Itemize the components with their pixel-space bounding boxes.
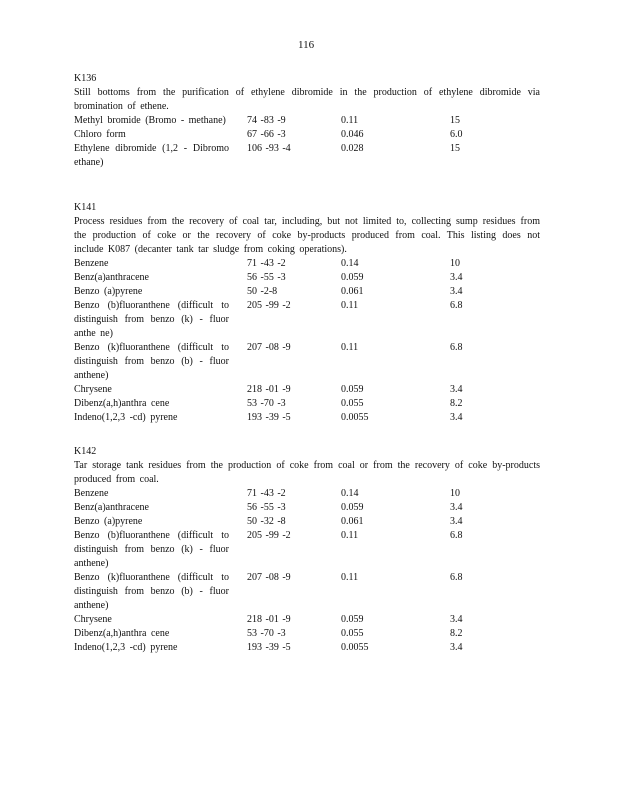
cas-number: 71 -43 -2 (247, 258, 286, 269)
cas-number: 53 -70 -3 (247, 628, 286, 639)
waste-code: K141 (74, 202, 97, 213)
table-row (74, 397, 540, 411)
standard-value: 15 (450, 143, 460, 154)
table-row (74, 613, 540, 627)
constituents-table (74, 487, 540, 655)
standard-value: 3.4 (450, 642, 463, 653)
standard-value: 3.4 (450, 272, 463, 283)
standard-value: 6.0 (450, 129, 463, 140)
waste-code: K142 (74, 446, 97, 457)
cas-number: 71 -43 -2 (247, 488, 286, 499)
concentration-value: 0.059 (341, 502, 364, 513)
standard-value: 3.4 (450, 384, 463, 395)
waste-section-k142 (74, 445, 540, 655)
concentration-value: 0.061 (341, 286, 364, 297)
standard-value: 10 (450, 258, 460, 269)
constituent-name: Benz(a)anthracene (74, 272, 149, 283)
waste-code: K136 (74, 73, 97, 84)
standard-value: 10 (450, 488, 460, 499)
table-row (74, 114, 540, 128)
waste-description: Tar storage tank residues from the production of coke from coal or from the recovery of coke by-products produced from coal. (74, 460, 540, 485)
cas-number: 50 -32 -8 (247, 516, 286, 527)
cas-number: 218 -01 -9 (247, 384, 291, 395)
constituent-name: Benzene (74, 488, 109, 499)
cas-number: 56 -55 -3 (247, 502, 286, 513)
cas-number: 218 -01 -9 (247, 614, 291, 625)
concentration-value: 0.059 (341, 614, 364, 625)
concentration-value: 0.055 (341, 398, 364, 409)
constituent-name: Dibenz(a,h)anthra cene (74, 398, 170, 409)
cas-number: 193 -39 -5 (247, 412, 291, 423)
cas-number: 67 -66 -3 (247, 129, 286, 140)
standard-value: 15 (450, 115, 460, 126)
constituent-name: Benzo (b)fluoranthene (difficult to distinguish from benzo (k) - fluor anthe ne) (74, 300, 229, 339)
concentration-value: 0.059 (341, 272, 364, 283)
constituent-name: Benzo (b)fluoranthene (difficult to distinguish from benzo (k) - fluor anthene) (74, 530, 229, 569)
table-row (74, 299, 540, 341)
concentration-value: 0.14 (341, 488, 359, 499)
standard-value: 6.8 (450, 530, 463, 541)
cas-number: 56 -55 -3 (247, 272, 286, 283)
table-row (74, 487, 540, 501)
standard-value: 8.2 (450, 398, 463, 409)
table-row (74, 515, 540, 529)
waste-description: Still bottoms from the purification of ethylene dibromide in the production of ethylene dibromide via bromination of ethene. (74, 87, 540, 112)
standard-value: 6.8 (450, 300, 463, 311)
constituents-table (74, 114, 540, 170)
constituent-name: Indeno(1,2,3 -cd) pyrene (74, 412, 178, 423)
constituent-name: Benzo (a)pyrene (74, 286, 143, 297)
cas-number: 205 -99 -2 (247, 300, 291, 311)
table-row (74, 627, 540, 641)
table-row (74, 571, 540, 613)
cas-number: 53 -70 -3 (247, 398, 286, 409)
table-row (74, 641, 540, 655)
table-row (74, 383, 540, 397)
cas-number: 207 -08 -9 (247, 342, 291, 353)
table-row (74, 285, 540, 299)
constituent-name: Benzo (a)pyrene (74, 516, 143, 527)
concentration-value: 0.059 (341, 384, 364, 395)
cas-number: 106 -93 -4 (247, 143, 291, 154)
standard-value: 6.8 (450, 572, 463, 583)
cas-number: 207 -08 -9 (247, 572, 291, 583)
table-row (74, 341, 540, 383)
concentration-value: 0.061 (341, 516, 364, 527)
waste-section-k141 (74, 201, 540, 425)
concentration-value: 0.046 (341, 129, 364, 140)
table-row (74, 411, 540, 425)
constituent-name: Dibenz(a,h)anthra cene (74, 628, 170, 639)
concentration-value: 0.14 (341, 258, 359, 269)
standard-value: 6.8 (450, 342, 463, 353)
cas-number: 193 -39 -5 (247, 642, 291, 653)
constituents-table (74, 257, 540, 425)
waste-description: Process residues from the recovery of coal tar, including, but not limited to, collecting sump residues from the production of coke or the recovery of coke by-products produced from coal. This listing does not include K087 (decanter tank tar sludge from coking operations). (74, 216, 540, 255)
constituent-name: Benzo (k)fluoranthene (difficult to distinguish from benzo (b) - fluor anthene) (74, 342, 229, 381)
concentration-value: 0.11 (341, 115, 359, 126)
table-row (74, 501, 540, 515)
constituent-name: Indeno(1,2,3 -cd) pyrene (74, 642, 178, 653)
constituent-name: Chrysene (74, 614, 112, 625)
constituent-name: Methyl bromide (Bromo - methane) (74, 115, 226, 126)
cas-number: 74 -83 -9 (247, 115, 286, 126)
concentration-value: 0.11 (341, 530, 359, 541)
table-row (74, 257, 540, 271)
constituent-name: Benz(a)anthracene (74, 502, 149, 513)
standard-value: 3.4 (450, 516, 463, 527)
cas-number: 205 -99 -2 (247, 530, 291, 541)
concentration-value: 0.0055 (341, 412, 369, 423)
constituent-name: Benzene (74, 258, 109, 269)
concentration-value: 0.11 (341, 572, 359, 583)
page-number: 116 (298, 39, 315, 51)
constituent-name: Chloro form (74, 129, 126, 140)
standard-value: 3.4 (450, 412, 463, 423)
table-row (74, 271, 540, 285)
table-row (74, 529, 540, 571)
standard-value: 3.4 (450, 502, 463, 513)
constituent-name: Chrysene (74, 384, 112, 395)
waste-section-k136 (74, 72, 540, 170)
concentration-value: 0.0055 (341, 642, 369, 653)
concentration-value: 0.11 (341, 300, 359, 311)
table-row (74, 128, 540, 142)
constituent-name: Benzo (k)fluoranthene (difficult to distinguish from benzo (b) - fluor anthene) (74, 572, 229, 611)
concentration-value: 0.11 (341, 342, 359, 353)
constituent-name: Ethylene dibromide (1,2 - Dibromo ethane) (74, 143, 229, 168)
standard-value: 3.4 (450, 286, 463, 297)
table-row (74, 142, 540, 170)
concentration-value: 0.028 (341, 143, 364, 154)
concentration-value: 0.055 (341, 628, 364, 639)
standard-value: 8.2 (450, 628, 463, 639)
cas-number: 50 -2-8 (247, 286, 278, 297)
standard-value: 3.4 (450, 614, 463, 625)
